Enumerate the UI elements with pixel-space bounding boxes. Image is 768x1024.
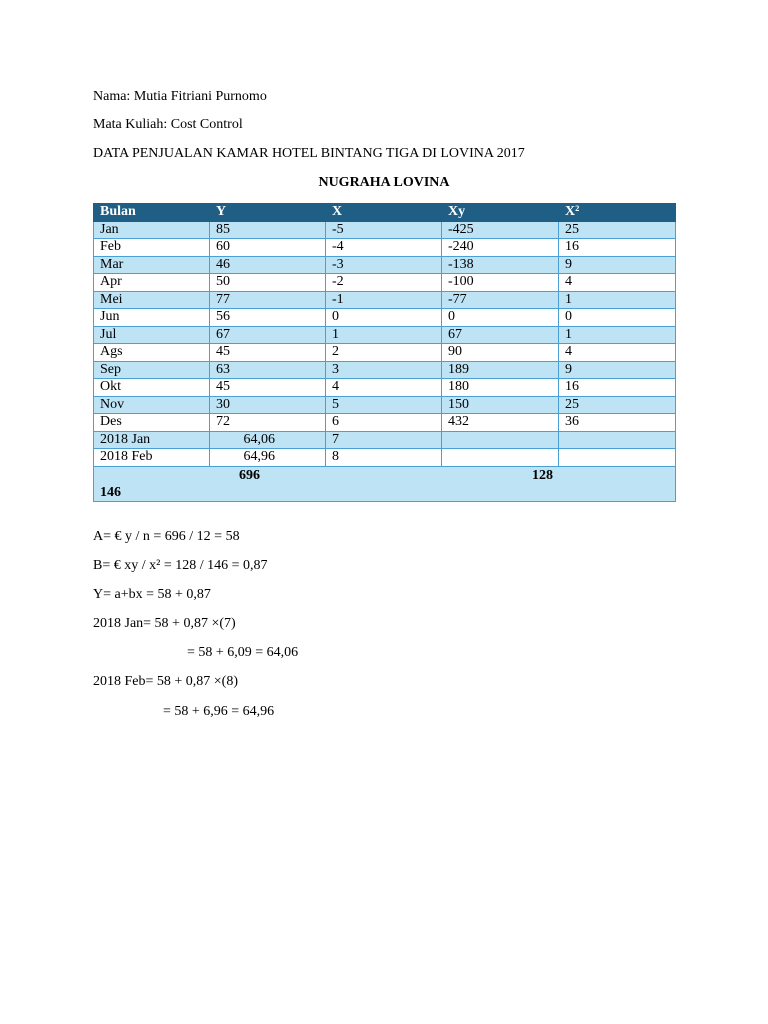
table-row (94, 291, 676, 309)
forecast-jan-result: = 58 + 6,09 = 64,06 (187, 645, 299, 660)
table-cell: Mei (94, 291, 210, 309)
table-cell: Ags (94, 344, 210, 362)
formula-a: A= € y / n = 696 / 12 = 58 (93, 529, 240, 544)
forecast-feb-formula: 2018 Feb= 58 + 0,87 ×(8) (93, 674, 239, 689)
table-cell: 85 (210, 221, 326, 239)
table-cell: Nov (94, 396, 210, 414)
sales-table (93, 203, 676, 502)
column-header-xy: Xy (442, 204, 559, 222)
table-row (94, 379, 676, 397)
table-cell: 67 (442, 326, 559, 344)
table-cell: Jul (94, 326, 210, 344)
table-cell: 0 (326, 309, 442, 327)
table-cell (442, 431, 559, 449)
table-cell: 72 (210, 414, 326, 432)
table-row (94, 239, 676, 257)
table-cell: 77 (210, 291, 326, 309)
table-cell: 4 (326, 379, 442, 397)
column-header-x2: X² (559, 204, 676, 222)
table-cell: 150 (442, 396, 559, 414)
table-row (94, 396, 676, 414)
table-cell: 0 (559, 309, 676, 327)
table-cell: 5 (326, 396, 442, 414)
table-cell: 36 (559, 414, 676, 432)
table-cell: 180 (442, 379, 559, 397)
table-cell: 16 (559, 379, 676, 397)
table-cell: 4 (559, 344, 676, 362)
table-cell: 2018 Feb (94, 449, 210, 467)
document-title: DATA PENJUALAN KAMAR HOTEL BINTANG TIGA DI LOVINA 2017 (93, 146, 525, 161)
table-cell: 45 (210, 379, 326, 397)
table-cell: -425 (442, 221, 559, 239)
table-cell: 50 (210, 274, 326, 292)
table-cell: 64,06 (210, 431, 326, 449)
table-cell: 25 (559, 221, 676, 239)
formula-b: B= € xy / x² = 128 / 146 = 0,87 (93, 558, 268, 573)
table-cell: Mar (94, 256, 210, 274)
table-cell: -5 (326, 221, 442, 239)
table-cell (442, 449, 559, 467)
table-cell: 64,96 (210, 449, 326, 467)
total-x2: 146 (100, 484, 121, 500)
table-row (94, 256, 676, 274)
table-row (94, 274, 676, 292)
table-cell: 1 (559, 326, 676, 344)
table-cell: 1 (326, 326, 442, 344)
table-cell: 25 (559, 396, 676, 414)
table-cell: 16 (559, 239, 676, 257)
table-cell: Apr (94, 274, 210, 292)
table-cell: 46 (210, 256, 326, 274)
forecast-row (94, 431, 676, 449)
table-header-row (94, 204, 676, 222)
table-cell: -3 (326, 256, 442, 274)
table-cell: 60 (210, 239, 326, 257)
table-cell: Okt (94, 379, 210, 397)
forecast-jan-formula: 2018 Jan= 58 + 0,87 ×(7) (93, 616, 236, 631)
column-header-y: Y (210, 204, 326, 222)
total-y: 696 (239, 467, 260, 483)
table-row (94, 326, 676, 344)
table-cell: 1 (559, 291, 676, 309)
table-cell (559, 449, 676, 467)
forecast-feb-result: = 58 + 6,96 = 64,96 (163, 704, 275, 719)
table-cell: -138 (442, 256, 559, 274)
table-cell: -100 (442, 274, 559, 292)
hotel-name: NUGRAHA LOVINA (318, 175, 450, 190)
table-cell: 30 (210, 396, 326, 414)
table-cell: Feb (94, 239, 210, 257)
table-cell: -1 (326, 291, 442, 309)
table-row (94, 309, 676, 327)
totals-cell (94, 466, 676, 501)
column-header-bulan: Bulan (94, 204, 210, 222)
table-cell: 2018 Jan (94, 431, 210, 449)
table-cell: -77 (442, 291, 559, 309)
table-cell: 189 (442, 361, 559, 379)
table-cell: 6 (326, 414, 442, 432)
table-cell: 56 (210, 309, 326, 327)
table-cell: 90 (442, 344, 559, 362)
table-cell: Sep (94, 361, 210, 379)
total-xy: 128 (532, 467, 553, 483)
totals-row (94, 466, 676, 501)
course-name: Mata Kuliah: Cost Control (93, 117, 243, 132)
table-cell: 8 (326, 449, 442, 467)
table-cell: 4 (559, 274, 676, 292)
forecast-row (94, 449, 676, 467)
student-name: Nama: Mutia Fitriani Purnomo (93, 89, 267, 104)
table-cell: 2 (326, 344, 442, 362)
table-cell: -240 (442, 239, 559, 257)
table-row (94, 361, 676, 379)
table-cell: Jan (94, 221, 210, 239)
formula-regression: Y= a+bx = 58 + 0,87 (93, 587, 211, 602)
table-row (94, 414, 676, 432)
table-cell: 63 (210, 361, 326, 379)
table-cell: 67 (210, 326, 326, 344)
column-header-x: X (326, 204, 442, 222)
table-cell: 432 (442, 414, 559, 432)
table-cell: 7 (326, 431, 442, 449)
table-cell: 9 (559, 361, 676, 379)
table-cell: Des (94, 414, 210, 432)
table-cell: -4 (326, 239, 442, 257)
table-cell: 3 (326, 361, 442, 379)
table-row (94, 221, 676, 239)
table-cell: 9 (559, 256, 676, 274)
table-cell: -2 (326, 274, 442, 292)
table-cell (559, 431, 676, 449)
table-cell: 45 (210, 344, 326, 362)
table-cell: Jun (94, 309, 210, 327)
table-cell: 0 (442, 309, 559, 327)
table-row (94, 344, 676, 362)
